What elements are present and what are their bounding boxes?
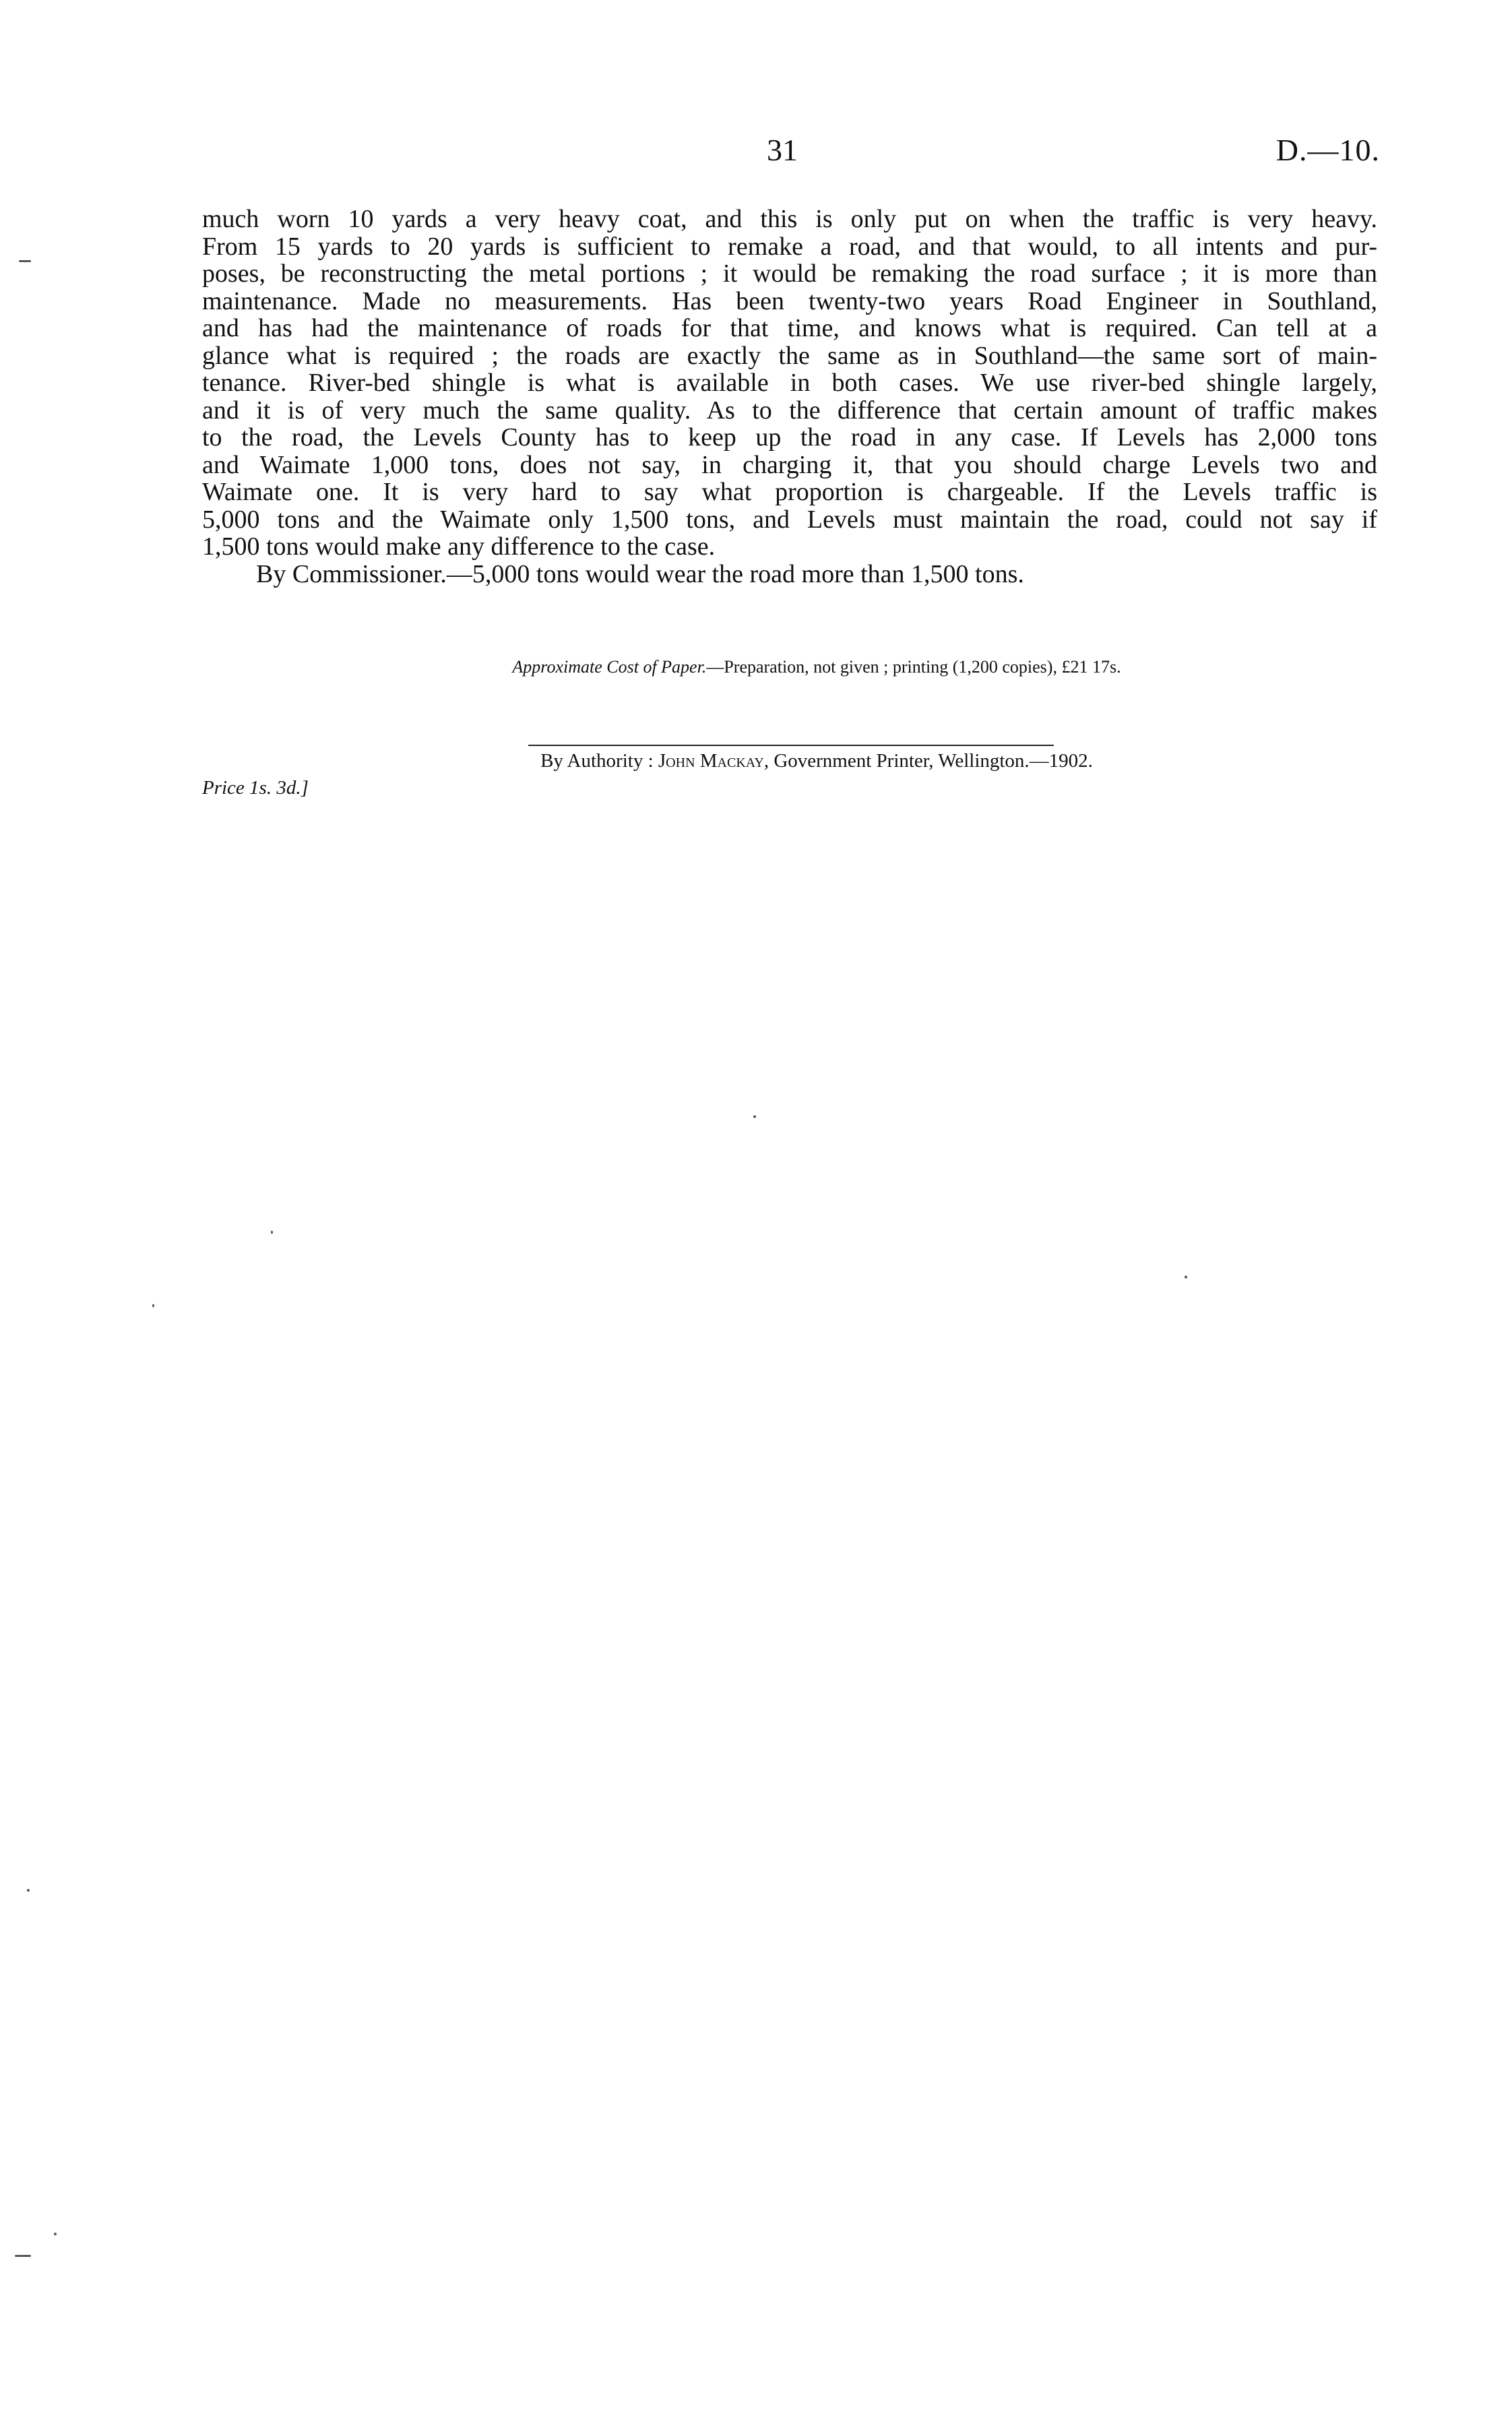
commissioner-line: By Commissioner.—5,000 tons would wear the road more than 1,500 tons. <box>256 559 1024 588</box>
scan-speck <box>753 1115 756 1118</box>
scan-speck <box>271 1231 273 1234</box>
page-number: 31 <box>767 133 798 167</box>
scan-speck <box>152 1304 154 1307</box>
scan-speck <box>15 2255 31 2257</box>
body-line: and it is of very much the same quality. As to the difference that certain amount of traffic makes <box>202 396 1377 425</box>
body-line: maintenance. Made no measurements. Has been twenty-two years Road Engineer in Southland, <box>202 286 1377 315</box>
body-line: glance what is required ; the roads are exactly the same as in Southland—the same sort of main- <box>202 341 1377 370</box>
body-line: tenance. River-bed shingle is what is available in both cases. We use river-bed shingle largely, <box>202 369 1377 397</box>
body-line: to the road, the Levels County has to keep up the road in any case. If Levels has 2,000 tons <box>202 423 1377 452</box>
divider-rule <box>528 745 1054 746</box>
body-line: 5,000 tons and the Waimate only 1,500 tons, and Levels must maintain the road, could not say if <box>202 505 1377 534</box>
body-line: and has had the maintenance of roads for that time, and knows what is required. Can tell at a <box>202 314 1377 342</box>
authority-prefix: By Authority : <box>540 750 658 772</box>
body-line: Waimate one. It is very hard to say what proportion is chargeable. If the Levels traffic is <box>202 478 1377 506</box>
body-line: and Waimate 1,000 tons, does not say, in charging it, that you should charge Levels two and <box>202 450 1377 479</box>
body-line: poses, be reconstructing the metal portions ; it would be remaking the road surface ; it is more than <box>202 259 1377 288</box>
scan-speck <box>19 260 31 262</box>
cost-text: —Preparation, not given ; printing (1,200 copies), £21 17s. <box>706 657 1121 677</box>
document-reference: D.—10. <box>1275 133 1380 167</box>
body-text <box>202 206 1377 588</box>
body-line: 1,500 tons would make any difference to the case. <box>202 532 716 561</box>
cost-label: Approximate Cost of Paper. <box>512 657 707 677</box>
scan-speck <box>54 2233 57 2235</box>
scan-speck <box>27 1889 30 1892</box>
scan-speck <box>1185 1276 1187 1278</box>
authority-line <box>0 750 1512 772</box>
body-line: From 15 yards to 20 yards is sufficient to remake a road, and that would, to all intents and pur- <box>202 232 1377 261</box>
body-line: much worn 10 yards a very heavy coat, and this is only put on when the traffic is very heavy. <box>202 205 1377 233</box>
authority-suffix: , Government Printer, Wellington.—1902. <box>763 750 1093 772</box>
printer-name: John Mackay <box>658 750 764 772</box>
price-note: Price 1s. 3d.] <box>202 777 309 799</box>
cost-note <box>0 657 1512 677</box>
